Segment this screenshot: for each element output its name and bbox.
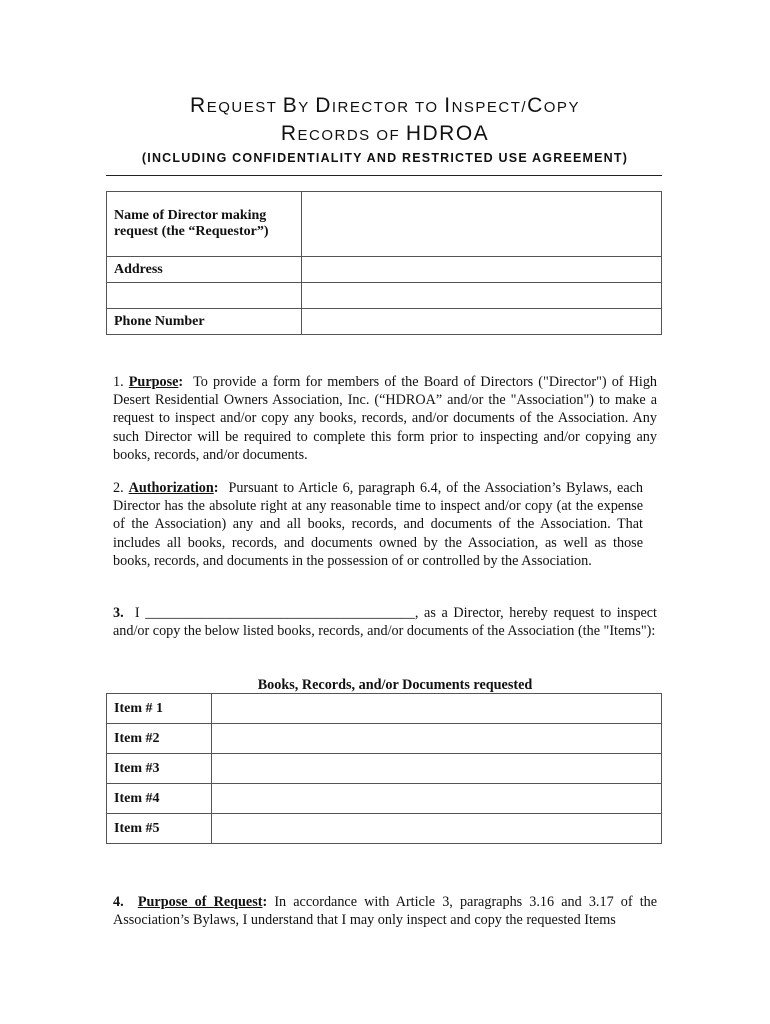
table-row [107,814,662,844]
title-word-1: REQUEST [190,94,283,117]
phone-field[interactable] [302,309,662,335]
table-row [107,784,662,814]
section-heading: Authorization [128,480,214,496]
table-row [107,724,662,754]
address-line2-label [107,283,302,309]
section-request [113,604,657,640]
table-row [107,309,662,335]
items-table [106,693,662,844]
section-authorization: 2. Authorization: Pursuant to Article 6, paragraph 6.4, of the Association’s Bylaws, each Director has the absolute right at any reasonable time to inspect and/or copy (at the expense of the Association) any and all books, records, and documents of the Association. That includes all books, records, and documents owned by the Association, as well as those books, records, and documents in the possession of or controlled by the Association. [113,480,644,569]
section-number: 1. [113,374,124,390]
item-label: Item #2 [107,724,212,754]
document-subtitle: (INCLUDING CONFIDENTIALITY AND RESTRICTED USE AGREEMENT) [141,151,629,165]
table-row [107,283,662,309]
title-word-4: INSPECT/ [444,94,528,117]
section-number: 2. [113,480,124,496]
section-purpose: 1. Purpose: To provide a form for members of the Board of Directors ("Director") of High Desert Residential Owners Association, Inc. (“HDROA” and/or the "Association") to make a request to inspect and/or copy any books, records, and/or documents of the Association. Any such Director will be required to complete this form prior to inspecting and/or copying any books, records, and/or documents. [113,374,658,463]
item-field[interactable] [212,784,662,814]
address-line2-field[interactable] [302,283,662,309]
requestor-name-label: Name of Director making request (the “Requestor”) [107,192,302,257]
document-title-line2: RECORDS OF HDROA [280,122,490,145]
address-label: Address [107,257,302,283]
address-field[interactable] [302,257,662,283]
item-label: Item # 1 [107,694,212,724]
title-word-3: DIRECTOR TO [315,94,445,117]
title-divider [106,175,662,176]
organization-acronym: HDROA [405,122,490,145]
item-label: Item #4 [107,784,212,814]
item-label: Item #5 [107,814,212,844]
requestor-info-table [106,191,662,335]
items-table-header: Books, Records, and/or Documents requested [257,677,533,693]
item-field[interactable] [212,814,662,844]
table-row [107,754,662,784]
item-field[interactable] [212,754,662,784]
section-number: 4. [113,894,124,910]
section-heading: Purpose of Request [137,894,263,910]
table-row [107,694,662,724]
title-word-2: BY [282,94,316,117]
item-field[interactable] [212,694,662,724]
item-field[interactable] [212,724,662,754]
requestor-name-field[interactable] [302,192,662,257]
section-purpose-of-request: 4. Purpose of Request: In accordance with Article 3, paragraphs 3.16 and 3.17 of the Association’s Bylaws, I understand that I may only inspect and copy the requested Items [113,894,658,929]
section-text: I ______________________________________, as a Director, hereby request to inspect and/or copy the below listed books, records, and/or documents of the Association (the "Items"): [113,605,657,640]
section-number: 3. [113,605,124,621]
item-label: Item #3 [107,754,212,784]
table-row [107,257,662,283]
section-text: In accordance with Article 3, paragraphs 3.16 and 3.17 of the Association’s Bylaws, I understand that I may only inspect and copy the requested Items [113,894,658,929]
document-title-line1 [0,94,770,118]
title-word-5: COPY [527,94,580,117]
section-text: Pursuant to Article 6, paragraph 6.4, of the Association’s Bylaws, each Director has the absolute right at any reasonable time to inspect and/or copy (at the expense of the Association) any and all books, records, and documents of the Association. That includes all books, records, and documents owned by the Association, as well as those books, records, and documents in the possession of or controlled by the Association. [113,480,644,569]
section-heading: Purpose [128,374,179,390]
phone-label: Phone Number [107,309,302,335]
table-row [107,192,662,257]
section-text: To provide a form for members of the Board of Directors ("Director") of High Desert Residential Owners Association, Inc. (“HDROA” and/or the "Association") to make a request to inspect and/or copy any books, records, and/or documents of the Association. Any such Director will be required to complete this form prior to inspecting and/or copying any books, records, and/or documents. [113,374,658,463]
